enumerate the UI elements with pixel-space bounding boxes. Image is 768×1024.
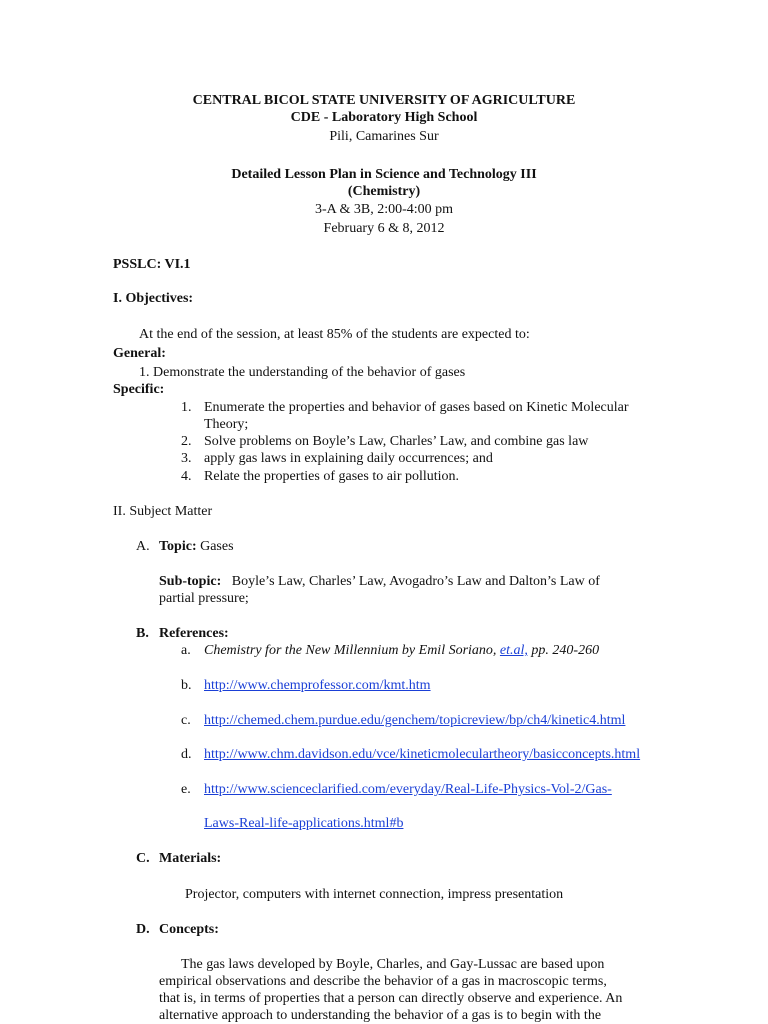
reference-link[interactable]: http://chemed.chem.purdue.edu/genchem/topicreview/bp/ch4/kinetic4.html [204, 713, 626, 728]
specific-number: 3. [181, 451, 192, 466]
specific-number: 2. [181, 434, 192, 449]
reference-letter: b. [181, 678, 192, 693]
school-location: Pili, Camarines Sur [329, 129, 439, 144]
specific-objective: Enumerate the properties and behavior of gases based on Kinetic Molecular [204, 400, 629, 415]
materials-letter: C. [136, 851, 150, 866]
concepts-label: Concepts: [159, 922, 219, 937]
reference-link[interactable]: http://www.chm.davidson.edu/vce/kineticmoleculartheory/basicconcepts.html [204, 747, 641, 762]
reference-etal-link[interactable]: et.al, [499, 643, 528, 658]
school-name: CDE - Laboratory High School [290, 110, 478, 125]
reference-link-continued[interactable]: Laws-Real-life-applications.html#b [204, 816, 404, 831]
specific-number: 1. [181, 400, 192, 415]
concepts-letter: D. [136, 922, 150, 937]
lesson-plan-date: February 6 & 8, 2012 [323, 221, 445, 236]
specific-objective-continued: Theory; [204, 417, 249, 432]
reference-letter: e. [181, 782, 191, 797]
specific-objective: Solve problems on Boyle’s Law, Charles’ Law, and combine gas law [204, 434, 589, 449]
topic-letter: A. [136, 539, 150, 554]
reference-letter: d. [181, 747, 192, 762]
subject-matter-heading: II. Subject Matter [113, 504, 213, 519]
reference-book [204, 642, 599, 659]
topic-value: Gases [200, 539, 234, 554]
subtopic-line [159, 573, 600, 590]
topic-line [159, 538, 234, 555]
concepts-paragraph-line: empirical observations and describe the behavior of a gas in macroscopic terms, [159, 974, 607, 989]
specific-number: 4. [181, 469, 192, 484]
institution-name: CENTRAL BICOL STATE UNIVERSITY OF AGRICULTURE [192, 93, 576, 108]
subtopic-value-continued: partial pressure; [159, 591, 249, 606]
concepts-paragraph-line: alternative approach to understanding the behavior of a gas is to begin with the [159, 1008, 602, 1023]
references-letter: B. [136, 626, 149, 641]
reference-link[interactable]: http://www.chemprofessor.com/kmt.htm [204, 678, 431, 693]
general-objective: 1. Demonstrate the understanding of the behavior of gases [139, 365, 466, 380]
subtopic-label: Sub-topic: [159, 574, 222, 589]
concepts-paragraph-line: that is, in terms of properties that a person can directly observe and experience. An [159, 991, 623, 1006]
materials-text: Projector, computers with internet connection, impress presentation [185, 887, 564, 902]
references-label: References: [159, 626, 229, 641]
reference-link[interactable]: http://www.scienceclarified.com/everyday/Real-Life-Physics-Vol-2/Gas- [204, 782, 612, 797]
reference-letter: a. [181, 643, 191, 658]
topic-label: Topic: [159, 539, 197, 554]
reference-book-title: Chemistry for the New Millennium by Emil Soriano, [204, 643, 497, 658]
general-label: General: [113, 346, 166, 361]
lesson-plan-subject: (Chemistry) [347, 184, 421, 199]
lesson-plan-sections-time: 3-A & 3B, 2:00-4:00 pm [314, 202, 454, 217]
materials-label: Materials: [159, 851, 222, 866]
lesson-plan-title: Detailed Lesson Plan in Science and Technology III [231, 167, 537, 182]
reference-letter: c. [181, 713, 191, 728]
reference-book-pages: pp. 240-260 [531, 643, 600, 658]
concepts-paragraph-line: The gas laws developed by Boyle, Charles, and Gay-Lussac are based upon [181, 957, 605, 972]
specific-objective: apply gas laws in explaining daily occurrences; and [204, 451, 493, 466]
objectives-intro: At the end of the session, at least 85% of the students are expected to: [139, 327, 530, 342]
psslc-code: PSSLC: VI.1 [113, 257, 191, 272]
specific-label: Specific: [113, 382, 165, 397]
objectives-heading: I. Objectives: [113, 291, 194, 306]
subtopic-value: Boyle’s Law, Charles’ Law, Avogadro’s Law and Dalton’s Law of [231, 574, 600, 589]
specific-objective: Relate the properties of gases to air pollution. [204, 469, 460, 484]
